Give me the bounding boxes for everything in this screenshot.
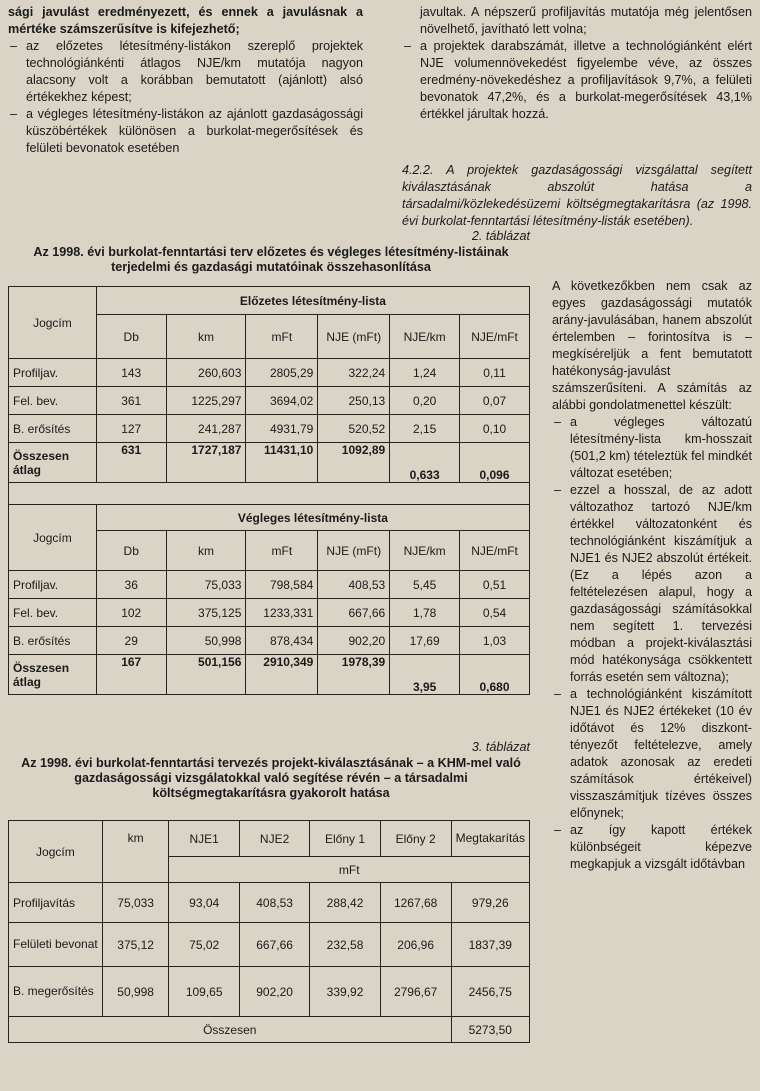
table-row-total bbox=[9, 443, 530, 483]
t2-h2-mft: mFt bbox=[246, 531, 318, 571]
t2-h-mft: mFt bbox=[246, 315, 318, 359]
t2-cell: 50,998 bbox=[166, 627, 246, 655]
left-bullet-1: – az előzetes létesítmény-listákon szereplő projektek technológiánkénti átlagos NJE/km mutatója nagyon alacsony volt a korábban bemutatott (ajánlott) alsó értékekhez képest; bbox=[8, 38, 363, 106]
t3-cell: 206,96 bbox=[380, 923, 451, 967]
t3-cell: 667,66 bbox=[239, 923, 309, 967]
t2-fin-r3-name: B. erősítés bbox=[9, 627, 97, 655]
t2-h-nje: NJE (mFt) bbox=[318, 315, 390, 359]
t2-h-km: km bbox=[166, 315, 246, 359]
t2-cell: 1,03 bbox=[460, 627, 530, 655]
table-row bbox=[9, 627, 530, 655]
t2-cell: 167 bbox=[96, 655, 166, 695]
left-bullet-2: – a végleges létesítmény-listákon az ajánlott gazdaságossági küszöbértékek különösen a burkolat-megerősítések és felületi bevonatok esetében bbox=[8, 106, 363, 157]
table-gap bbox=[9, 483, 530, 505]
table-row-total bbox=[9, 1017, 530, 1043]
t2-cell: 0,07 bbox=[460, 387, 530, 415]
table-row bbox=[9, 883, 530, 923]
table-row bbox=[9, 359, 530, 387]
table2 bbox=[8, 286, 530, 695]
t2-cell: 0,10 bbox=[460, 415, 530, 443]
t2-cell: 1,78 bbox=[390, 599, 460, 627]
t2-cell: 17,69 bbox=[390, 627, 460, 655]
t2-fin-r2-name: Fel. bev. bbox=[9, 599, 97, 627]
t2-cell: 408,53 bbox=[318, 571, 390, 599]
t2-cell: 2,15 bbox=[390, 415, 460, 443]
right-top-text bbox=[402, 4, 752, 123]
t2-cell: 1225,297 bbox=[166, 387, 246, 415]
t3-h-jogcim: Jogcím bbox=[9, 821, 103, 883]
t2-cell: 11431,10 bbox=[246, 443, 318, 483]
t3-cell: 109,65 bbox=[169, 967, 239, 1017]
t3-unit: mFt bbox=[169, 857, 530, 883]
t2-cell: 631 bbox=[96, 443, 166, 483]
t2-cell: 878,434 bbox=[246, 627, 318, 655]
t2-cell: 260,603 bbox=[166, 359, 246, 387]
table2-number: 2. táblázat bbox=[471, 229, 530, 243]
t2-cell: 4931,79 bbox=[246, 415, 318, 443]
t3-cell: 902,20 bbox=[239, 967, 309, 1017]
right-column-text bbox=[552, 278, 752, 873]
t2-cell: 241,287 bbox=[166, 415, 246, 443]
section-bullet-2: – ezzel a hosszal, de az adott változathoz tartozó NJE/km értékkel változatonként és technológiánként kiszámítjuk a NJE1 és NJE2 abszolút értékeit. (Ez a lépés azon a feltételezésen alapul, hogy a gazdaságossági számításokkal nem segített 1. tervezési módban a projekt-kiválasztási mód hatékonysága csökkentett forrás esetén sem változna); bbox=[552, 482, 752, 686]
t2-cell: 5,45 bbox=[390, 571, 460, 599]
t2-cell: 36 bbox=[96, 571, 166, 599]
t2-cell: 520,52 bbox=[318, 415, 390, 443]
section-bullet-1: – a végleges változatú létesítmény-lista km-hosszait (501,2 km) tételeztük fel mindkét változat esetében; bbox=[552, 414, 752, 482]
t3-h-elony2: Előny 2 bbox=[380, 821, 451, 857]
t2-jogcim-header-2: Jogcím bbox=[9, 505, 97, 571]
table-row bbox=[9, 599, 530, 627]
t2-pre-total-label: Összesen átlag bbox=[9, 443, 97, 483]
table-row bbox=[9, 415, 530, 443]
t3-cell: 339,92 bbox=[310, 967, 380, 1017]
table3-title: Az 1998. évi burkolat-fenntartási tervezés projekt-kiválasztásának – a KHM-mel való gazdaságossági vizsgálatokkal való segítése révén – a társadalmi költségmegtakarításra gyakorolt hatása bbox=[21, 756, 521, 800]
t2-cell: 1092,89 bbox=[318, 443, 390, 483]
t2-cell: 143 bbox=[96, 359, 166, 387]
t3-r3-name: B. megerősítés bbox=[9, 967, 103, 1017]
t2-cell: 0,20 bbox=[390, 387, 460, 415]
t2-fin-label: Végleges létesítmény-lista bbox=[96, 505, 529, 531]
t3-cell: 288,42 bbox=[310, 883, 380, 923]
table-row bbox=[9, 571, 530, 599]
section-bullet-4: – az így kapott értékek különbségeit képezve megkapjuk a vizsgált időtávban bbox=[552, 822, 752, 873]
table-row bbox=[9, 387, 530, 415]
t2-h2-njemft: NJE/mFt bbox=[460, 531, 530, 571]
t3-cell: 408,53 bbox=[239, 883, 309, 923]
t2-cell: 102 bbox=[96, 599, 166, 627]
t2-cell: 1978,39 bbox=[318, 655, 390, 695]
t2-h-db: Db bbox=[96, 315, 166, 359]
t2-pre-r1-name: Profiljav. bbox=[9, 359, 97, 387]
t3-h-nje1: NJE1 bbox=[169, 821, 239, 857]
t2-cell: 0,11 bbox=[460, 359, 530, 387]
table2-title: Az 1998. évi burkolat-fenntartási terv előzetes és végleges létesítmény-listáinak terjedelmi és gazdasági mutatóinak összehasonlítása bbox=[33, 245, 509, 274]
t3-h-elony1: Előny 1 bbox=[310, 821, 380, 857]
t2-cell: 322,24 bbox=[318, 359, 390, 387]
t3-cell: 93,04 bbox=[169, 883, 239, 923]
table-row-total bbox=[9, 655, 530, 695]
t3-h-nje2: NJE2 bbox=[239, 821, 309, 857]
t3-h-megtak: Megtakarítás bbox=[451, 821, 529, 857]
t2-h2-njekm: NJE/km bbox=[390, 531, 460, 571]
t3-cell: 75,033 bbox=[102, 883, 169, 923]
t2-cell: 0,633 bbox=[390, 443, 460, 483]
t2-h2-db: Db bbox=[96, 531, 166, 571]
right-intro-line: javultak. A népszerű profiljavítás mutatója még jelentősen növelhető, javítható lett volna; bbox=[420, 5, 752, 36]
t3-r1-name: Profiljavítás bbox=[9, 883, 103, 923]
table-row bbox=[9, 923, 530, 967]
t2-cell: 3,95 bbox=[390, 655, 460, 695]
section-bullet-3: – a technológiánként kiszámított NJE1 és NJE2 értékeket (10 év időtávot és 12% diszkont-tényezőt feltételezve, amely adatok azonosak az eredeti számítások értékeivel) visszaszámítjuk tízéves összes előnynek; bbox=[552, 686, 752, 822]
t2-cell: 29 bbox=[96, 627, 166, 655]
section-paragraph: A következőkben nem csak az egyes gazdaságossági mutatók arány-javulásában, hanem abszolút értelemben – forintosítva is – megkíséreljük a fent bemutatott hatékonyság-javulást számszerűsíteni. A számítás az alábbi gondolatmenettel készült: bbox=[552, 279, 752, 412]
left-top-text bbox=[8, 4, 363, 157]
t3-cell: 2456,75 bbox=[451, 967, 529, 1017]
t2-fin-r1-name: Profiljav. bbox=[9, 571, 97, 599]
section-heading: 4.2.2. A projektek gazdaságossági vizsgálattal segített kiválasztásának abszolút hatása a társadalmi/közlekedésüzemi költségmegtakarításra (az 1998. évi burkolat-fenntartási létesítmény-listák esetében). bbox=[402, 163, 752, 228]
t2-pre-r2-name: Fel. bev. bbox=[9, 387, 97, 415]
t2-jogcim-header: Jogcím bbox=[9, 287, 97, 359]
t2-gap-cell bbox=[9, 483, 530, 505]
t2-cell: 75,033 bbox=[166, 571, 246, 599]
t2-cell: 361 bbox=[96, 387, 166, 415]
table-row bbox=[9, 967, 530, 1017]
t2-pre-label: Előzetes létesítmény-lista bbox=[96, 287, 529, 315]
t3-total-label: Összesen bbox=[9, 1017, 452, 1043]
t2-h-njemft: NJE/mFt bbox=[460, 315, 530, 359]
t2-cell: 2910,349 bbox=[246, 655, 318, 695]
t2-cell: 3694,02 bbox=[246, 387, 318, 415]
t2-cell: 0,096 bbox=[460, 443, 530, 483]
t2-cell: 250,13 bbox=[318, 387, 390, 415]
t2-cell: 0,680 bbox=[460, 655, 530, 695]
t2-cell: 902,20 bbox=[318, 627, 390, 655]
t2-cell: 1,24 bbox=[390, 359, 460, 387]
t2-h2-km: km bbox=[166, 531, 246, 571]
t3-h-km: km bbox=[102, 821, 169, 883]
t2-cell: 1727,187 bbox=[166, 443, 246, 483]
t2-fin-total-label: Összesen átlag bbox=[9, 655, 97, 695]
t3-r2-name: Felületi bevonat bbox=[9, 923, 103, 967]
t3-cell: 50,998 bbox=[102, 967, 169, 1017]
t2-cell: 798,584 bbox=[246, 571, 318, 599]
t2-cell: 1233,331 bbox=[246, 599, 318, 627]
t2-cell: 0,51 bbox=[460, 571, 530, 599]
t2-cell: 375,125 bbox=[166, 599, 246, 627]
t3-cell: 1267,68 bbox=[380, 883, 451, 923]
t3-cell: 979,26 bbox=[451, 883, 529, 923]
t2-cell: 501,156 bbox=[166, 655, 246, 695]
right-bullet-1: – a projektek darabszámát, illetve a technológiánként elért NJE volumennövekedést figyelembe véve, az összes eredmény-növekedéshez a profiljavítások 9,7%, a felületi bevonatok 47,2%, és a burkolat-megerősítések 43,1% értékkel járultak hozzá. bbox=[402, 38, 752, 123]
table3-number: 3. táblázat bbox=[471, 740, 530, 754]
t3-total-value: 5273,50 bbox=[451, 1017, 529, 1043]
t3-cell: 2796,67 bbox=[380, 967, 451, 1017]
left-intro-line: sági javulást eredményezett, és ennek a javulásnak a mértéke számszerűsítve is kifejezhető; bbox=[8, 5, 363, 36]
t3-cell: 75,02 bbox=[169, 923, 239, 967]
t2-cell: 2805,29 bbox=[246, 359, 318, 387]
table3 bbox=[8, 820, 530, 1043]
t2-h-njekm: NJE/km bbox=[390, 315, 460, 359]
t2-cell: 667,66 bbox=[318, 599, 390, 627]
t2-pre-r3-name: B. erősítés bbox=[9, 415, 97, 443]
t2-h2-nje: NJE (mFt) bbox=[318, 531, 390, 571]
t3-cell: 232,58 bbox=[310, 923, 380, 967]
t2-cell: 127 bbox=[96, 415, 166, 443]
t3-cell: 375,12 bbox=[102, 923, 169, 967]
t2-cell: 0,54 bbox=[460, 599, 530, 627]
t3-cell: 1837,39 bbox=[451, 923, 529, 967]
